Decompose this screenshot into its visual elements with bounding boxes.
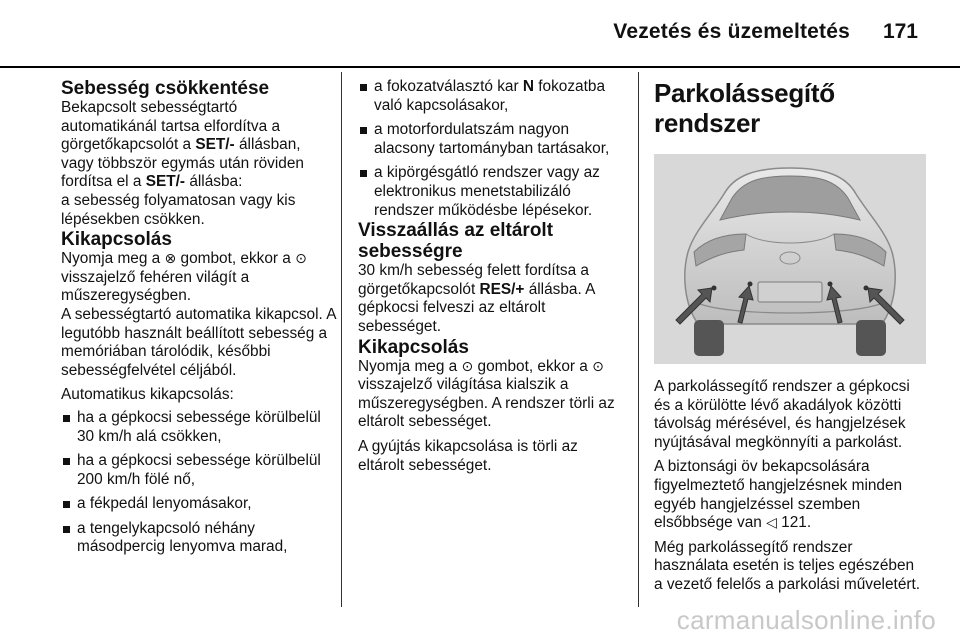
parking-assist-intro: A parkolássegítő rendszer a gépkocsi és a körülötte lévő akadályok közötti távolság mérésével, és hangjelzések nyújtásával megkönnyíti a parkolást. <box>654 378 910 451</box>
cruise-indicator-icon: ⊙ <box>295 251 307 268</box>
section-title-parking-assist: Parkolássegítő rendszer <box>654 78 835 138</box>
header-rule <box>0 66 960 68</box>
list-item: ha a gépkocsi sebessége körülbelül 30 km/h alá csökken, <box>61 409 337 446</box>
car-rear-icon <box>654 154 926 364</box>
text-run: 30 km/h sebesség felett fordítsa a görgetőkapcsolót <box>358 262 589 298</box>
cruise-indicator-icon: ⊙ <box>592 358 604 375</box>
watermark: carmanualsonline.info <box>676 605 936 635</box>
column-middle <box>358 78 624 475</box>
parking-sensor-illustration <box>654 154 926 364</box>
section-title-switch-off-2: Kikapcsolás <box>358 336 469 358</box>
section-title-switch-off: Kikapcsolás <box>61 229 172 251</box>
auto-switch-off-intro: Automatikus kikapcsolás: <box>61 386 234 404</box>
page-reference-icon: ◁ <box>766 515 777 532</box>
list-item: a kipörgésgátló rendszer vagy az elektronikus menetstabilizáló rendszer működésbe lépésekor. <box>358 164 624 220</box>
text-run: állásba. A gépkocsi felveszi az eltárolt sebességet. <box>358 280 595 335</box>
driver-responsibility-paragraph: Még parkolássegítő rendszer használata esetén is teljes egészében a vezető felelős a parkolási műveletért. <box>654 538 921 593</box>
text-run: Nyomja meg a <box>61 250 165 268</box>
text-run: a fokozatválasztó kar <box>374 78 523 95</box>
text-run: fokozatba való kapcsolásakor, <box>374 78 606 114</box>
column-divider-right <box>638 72 639 607</box>
auto-switch-off-list <box>61 409 337 557</box>
list-item: a tengelykapcsoló néhány másodpercig lenyomva marad, <box>61 520 337 557</box>
text-run: állásba: <box>185 173 243 191</box>
resume-speed-paragraph <box>358 262 624 336</box>
section-title-resume-speed: Visszaállás az eltárolt sebességre <box>358 220 554 263</box>
list-item: a motorfordulatszám nagyon alacsony tartományban tartásakor, <box>358 121 624 158</box>
gear-n-label: N <box>522 78 534 95</box>
cruise-button-icon: ⊙ <box>461 358 474 375</box>
set-minus-label: SET/- <box>195 136 235 154</box>
page-number: 171 <box>882 20 918 43</box>
ignition-off-paragraph: A gyújtás kikapcsolása is törli az eltárolt sebességet. <box>358 437 578 474</box>
seatbelt-priority-paragraph <box>654 458 926 532</box>
text-run: visszajelző világítása kialszik a műszeregységben. A rendszer törli az eltárolt sebességet. <box>358 376 615 431</box>
speed-decrease-result: a sebesség folyamatosan vagy kis lépésekben csökken. <box>61 191 296 228</box>
switch-off-memory-paragraph: A sebességtartó automatika kikapcsol. A legutóbb használt beállított sebesség a memóriában tárolódik, későbbi sebességfelvétel céljából. <box>61 305 336 379</box>
res-plus-label: RES/+ <box>479 280 525 298</box>
text-run: visszajelző fehéren világít a műszeregységben. <box>61 268 250 305</box>
column-left <box>61 78 337 557</box>
list-item <box>358 78 624 115</box>
text-run: Bekapcsolt sebességtartó automatikánál tartsa elfordítva a görgetőkapcsolót a <box>61 99 281 154</box>
page-header <box>0 14 960 54</box>
text-run: gombot, ekkor a <box>176 250 296 268</box>
auto-switch-off-list-continued <box>358 78 624 220</box>
text-run: 121. <box>776 514 812 532</box>
text-run: A biztonsági öv bekapcsolására figyelmeztető hangjelzésnek minden egyéb hangjelzéssel szemben elsőbbsége van <box>654 458 903 532</box>
text-run: gombot, ekkor a <box>473 357 593 375</box>
set-minus-label: SET/- <box>145 173 186 191</box>
column-right <box>654 78 926 595</box>
text-run: állásban, vagy többször egymás után röviden fordítsa el a <box>61 136 304 191</box>
speed-decrease-paragraph <box>61 99 337 192</box>
cruise-off-icon: ⊗ <box>164 251 177 268</box>
section-title-speed-decrease: Sebesség csökkentése <box>61 78 270 99</box>
chapter-title: Vezetés és üzemeltetés <box>613 20 850 43</box>
text-run: Nyomja meg a <box>358 357 462 375</box>
list-item: a fékpedál lenyomásakor, <box>61 495 337 514</box>
switch-off-2-paragraph <box>358 358 624 432</box>
list-item: ha a gépkocsi sebessége körülbelül 200 km/h fölé nő, <box>61 452 337 489</box>
switch-off-paragraph <box>61 250 337 306</box>
column-divider-left <box>341 72 342 607</box>
